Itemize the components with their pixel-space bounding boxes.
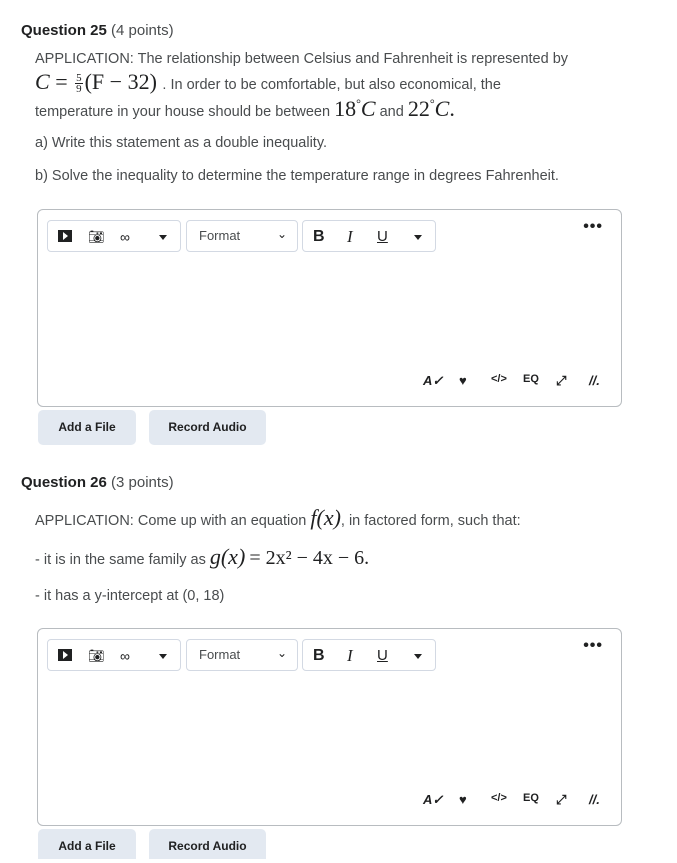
editor-bottom-toolbar: [423, 373, 613, 391]
chevron-down-icon[interactable]: [159, 654, 167, 659]
link-icon[interactable]: ∞: [120, 229, 130, 245]
question-25-title: Question 25 (4 points): [21, 22, 174, 39]
answer-editor-q26[interactable]: [37, 628, 622, 826]
more-options-icon[interactable]: •••: [583, 637, 603, 654]
media-toolbar-group: [47, 639, 181, 671]
spellcheck-icon[interactable]: A✓: [423, 792, 444, 807]
add-file-button[interactable]: Add a File: [38, 829, 136, 859]
fullscreen-icon[interactable]: ⤢: [556, 792, 567, 807]
video-icon[interactable]: [58, 649, 72, 661]
underline-button[interactable]: U: [377, 647, 388, 664]
q25-part-b: b) Solve the inequality to determine the temperature range in degrees Fahrenheit.: [35, 168, 559, 184]
underline-button[interactable]: U: [377, 228, 388, 245]
video-icon[interactable]: [58, 230, 72, 242]
fullscreen-icon[interactable]: ⤢: [556, 373, 567, 388]
chevron-down-icon[interactable]: [414, 235, 422, 240]
q26-bullet1: - it is in the same family as g(x) = 2x² − 4x − 6.: [35, 544, 370, 569]
formula: C = $\frac{5}{9}$ (F − 32): [35, 69, 157, 96]
chevron-down-icon: ⌄: [276, 227, 287, 241]
q26-line1: APPLICATION: Come up with an equation f(x), in factored form, such that:: [35, 505, 521, 530]
accessibility-icon[interactable]: ♥︎: [459, 792, 467, 807]
camera-icon[interactable]: 📷︎: [88, 229, 105, 244]
format-label: Format: [199, 647, 241, 662]
fx-formula: f(x): [310, 505, 341, 530]
resize-icon[interactable]: //.: [589, 792, 600, 807]
q26-bullet2: - it has a y-intercept at (0, 18): [35, 588, 225, 604]
bold-button[interactable]: B: [313, 647, 325, 664]
format-dropdown[interactable]: [186, 639, 298, 671]
text-style-group: [302, 220, 436, 252]
gx-rhs: = 2x² − 4x − 6.: [249, 547, 370, 569]
answer-editor-q25[interactable]: [37, 209, 622, 407]
question-26-title: Question 26 (3 points): [21, 474, 174, 491]
q25-line1: APPLICATION: The relationship between Celsius and Fahrenheit is represented by: [35, 51, 569, 67]
preview-icon[interactable]: EQ: [523, 792, 539, 804]
editor-bottom-toolbar: [423, 792, 613, 810]
bold-button[interactable]: B: [313, 228, 325, 245]
format-label: Format: [199, 228, 241, 243]
format-dropdown[interactable]: [186, 220, 298, 252]
preview-icon[interactable]: EQ: [523, 373, 539, 385]
chevron-down-icon[interactable]: [159, 235, 167, 240]
chevron-down-icon: ⌄: [276, 646, 287, 660]
link-icon[interactable]: ∞: [120, 648, 130, 664]
more-options-icon[interactable]: •••: [583, 218, 603, 235]
camera-icon[interactable]: 📷︎: [88, 648, 105, 663]
accessibility-icon[interactable]: ♥︎: [459, 373, 467, 388]
italic-button[interactable]: I: [347, 227, 353, 246]
media-toolbar-group: [47, 220, 181, 252]
chevron-down-icon[interactable]: [414, 654, 422, 659]
italic-button[interactable]: I: [347, 646, 353, 665]
text-style-group: [302, 639, 436, 671]
q25-part-a: a) Write this statement as a double inequality.: [35, 135, 328, 151]
add-file-button[interactable]: Add a File: [38, 410, 136, 445]
record-audio-button[interactable]: Record Audio: [149, 410, 266, 445]
resize-icon[interactable]: //.: [589, 373, 600, 388]
gx-formula: g(x): [209, 544, 246, 569]
q25-line3: temperature in your house should be between 18°C and 22°C.: [35, 96, 455, 121]
spellcheck-icon[interactable]: A✓: [423, 373, 444, 388]
q25-line2-text: . In order to be comfortable, but also economical, the: [162, 77, 501, 93]
source-code-icon[interactable]: </>: [491, 373, 507, 385]
source-code-icon[interactable]: </>: [491, 792, 507, 804]
record-audio-button[interactable]: Record Audio: [149, 829, 266, 859]
